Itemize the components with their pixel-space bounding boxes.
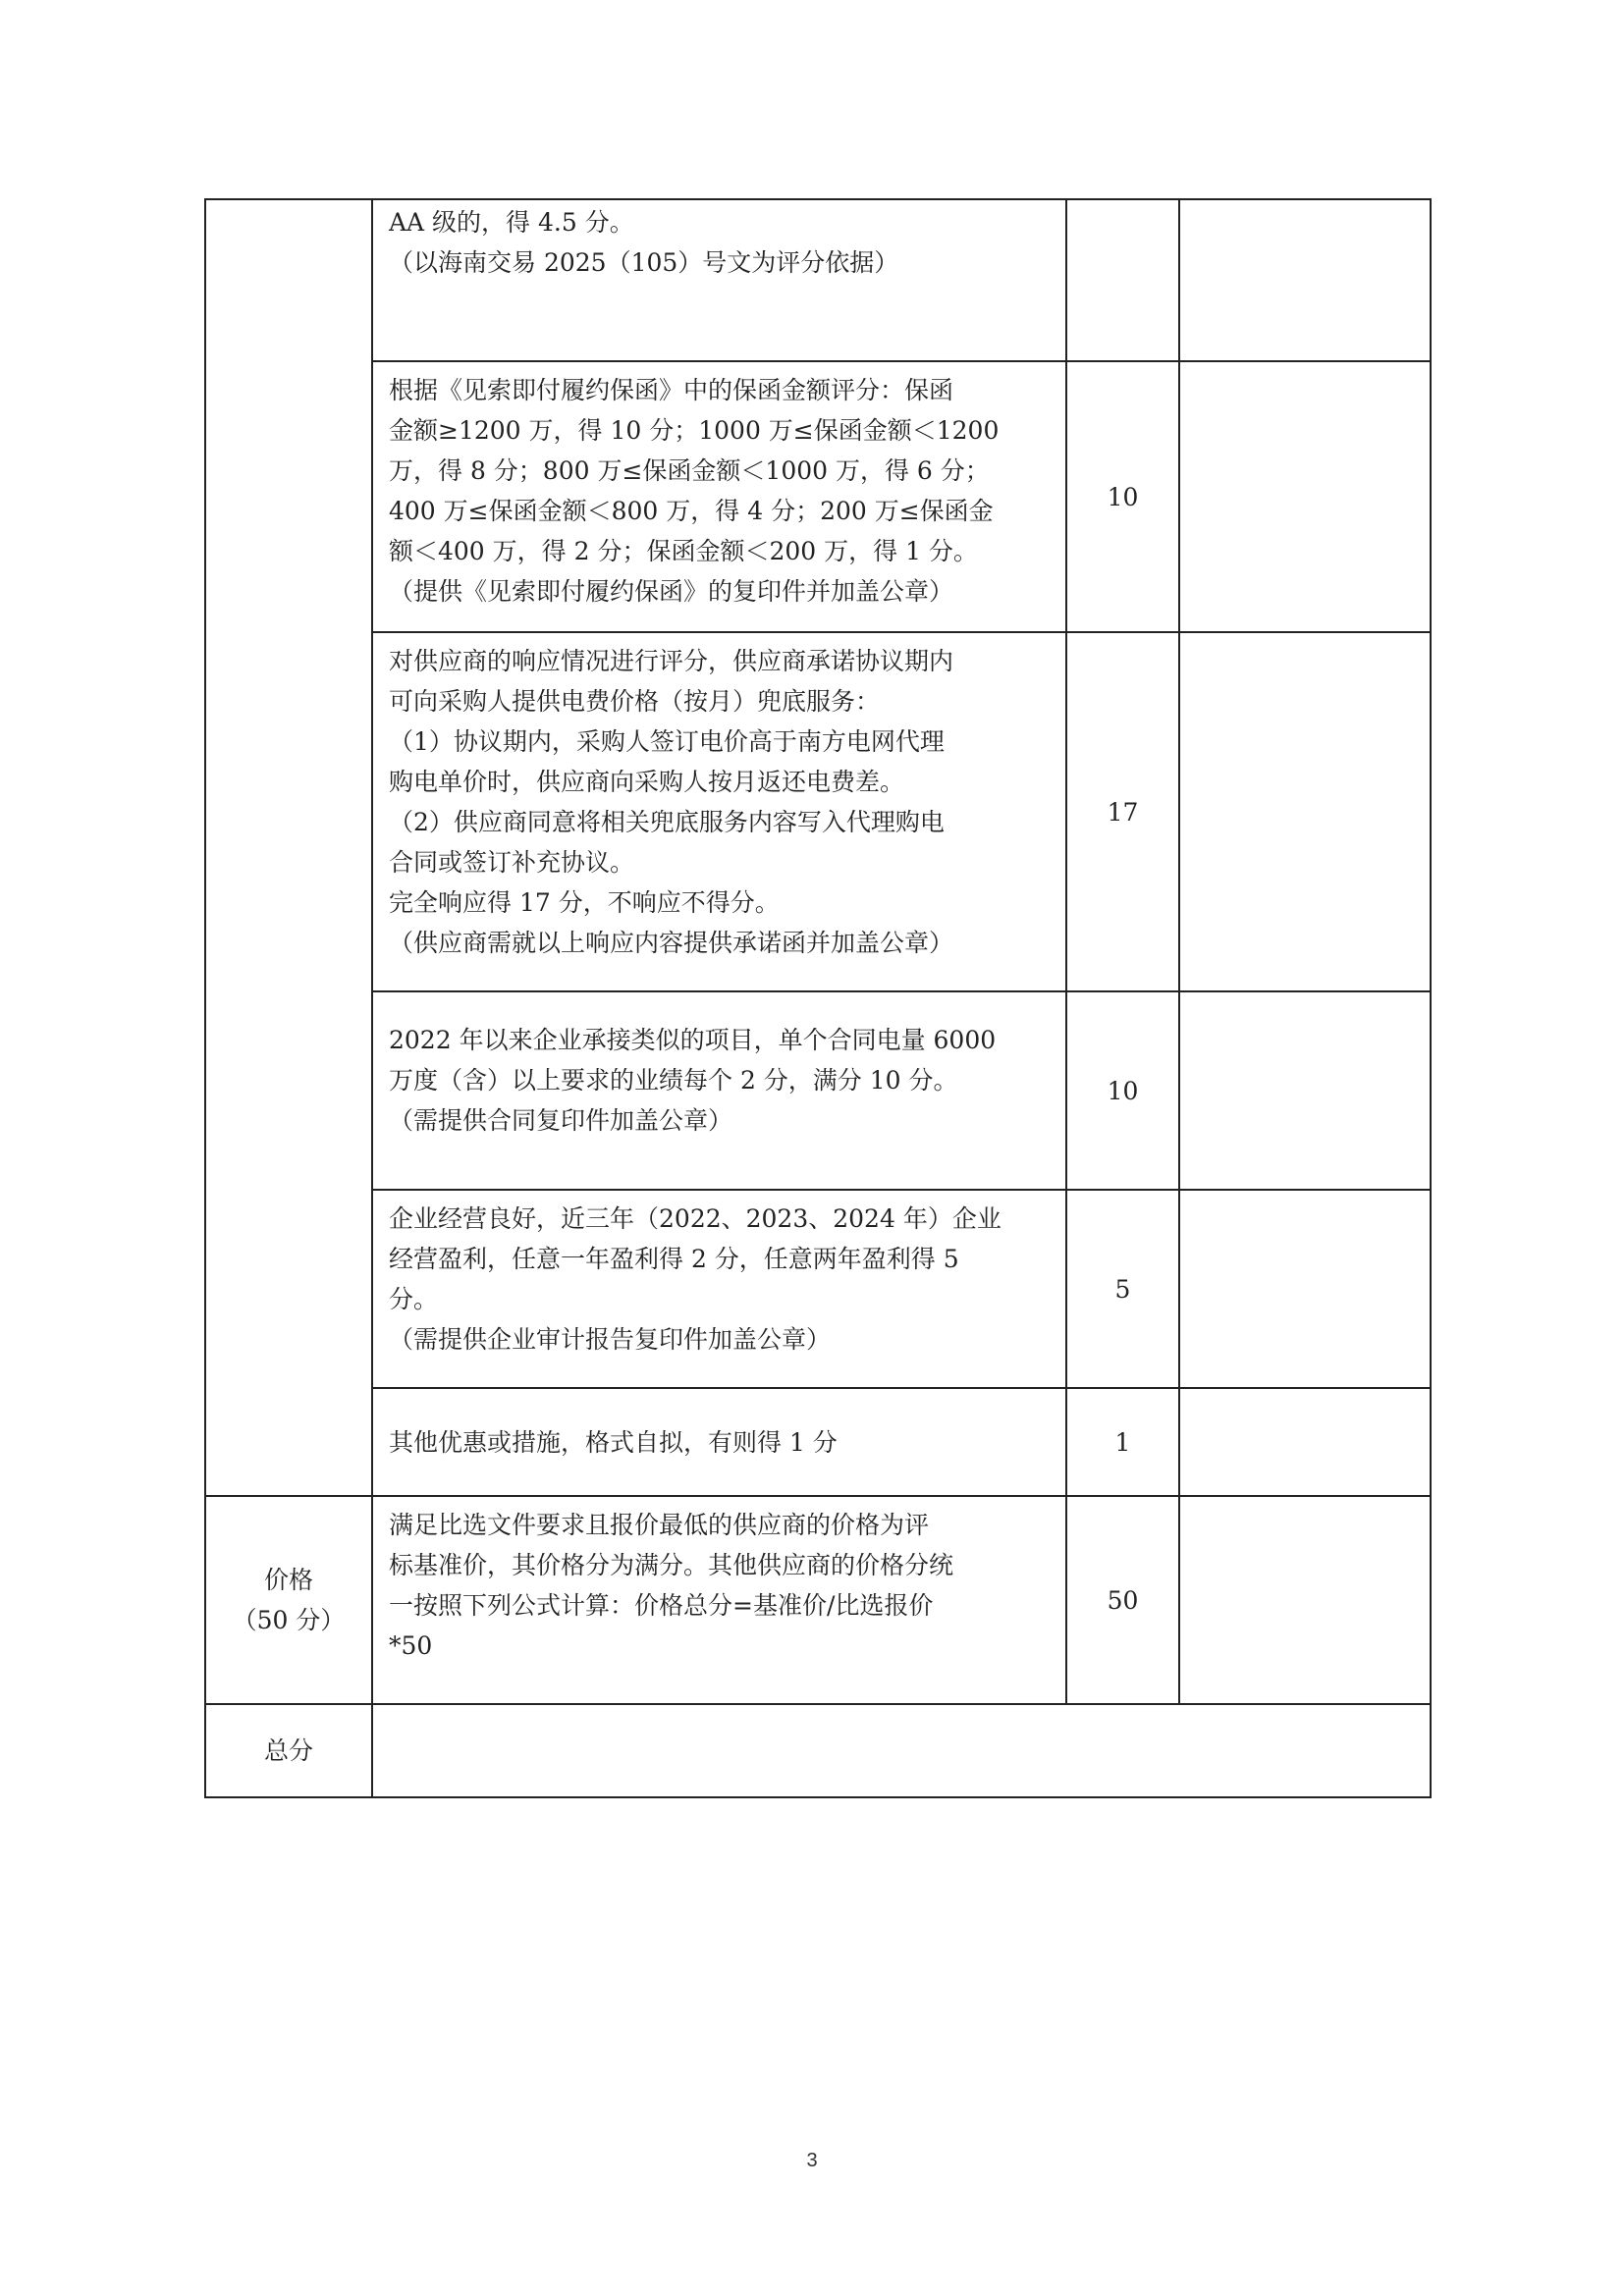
criteria-line: 其他优惠或措施，格式自拟，有则得 1 分 [389, 1427, 838, 1457]
criteria-line: 企业经营良好，近三年（2022、2023、2024 年）企业 [389, 1204, 1001, 1233]
criteria-line: 额＜400 万，得 2 分；保函金额＜200 万，得 1 分。 [389, 537, 978, 565]
criteria-line: *50 [389, 1631, 433, 1660]
criteria-line: （以海南交易 2025（105）号文为评分依据） [389, 248, 899, 277]
points-cell: 17 [1066, 632, 1179, 991]
points-cell: 1 [1066, 1388, 1179, 1496]
table-row-total [205, 1704, 1431, 1797]
criteria-line: 2022 年以来企业承接类似的项目，单个合同电量 6000 [389, 1026, 997, 1054]
points-cell: 10 [1066, 991, 1179, 1190]
points-cell: 5 [1066, 1190, 1179, 1388]
criteria-line: （供应商需就以上响应内容提供承诺函并加盖公章） [389, 929, 954, 957]
criteria-cell [372, 991, 1066, 1190]
table-row [205, 1190, 1431, 1388]
points-cell [1066, 199, 1179, 361]
criteria-line: 金额≥1200 万，得 10 分；1000 万≤保函金额＜1200 [389, 416, 1000, 445]
points-cell: 10 [1066, 361, 1179, 632]
criteria-line: 标基准价，其价格分为满分。其他供应商的价格分统 [389, 1551, 954, 1579]
table-row-price [205, 1496, 1431, 1704]
criteria-line: 完全响应得 17 分，不响应不得分。 [389, 888, 780, 917]
table-row [205, 1388, 1431, 1496]
criteria-line: 万，得 8 分；800 万≤保函金额＜1000 万，得 6 分； [389, 456, 990, 485]
score-cell [1179, 199, 1431, 361]
table-row [205, 991, 1431, 1190]
criteria-line: 购电单价时，供应商向采购人按月返还电费差。 [389, 768, 905, 796]
score-cell [1179, 1496, 1431, 1704]
criteria-cell [372, 1496, 1066, 1704]
table-row [205, 632, 1431, 991]
criteria-cell [372, 632, 1066, 991]
criteria-line: （需提供企业审计报告复印件加盖公章） [389, 1325, 832, 1354]
criteria-line: 根据《见索即付履约保函》中的保函金额评分：保函 [389, 376, 954, 404]
total-label-cell: 总分 [205, 1704, 372, 1797]
criteria-cell [372, 361, 1066, 632]
category-label: 价格 [263, 1566, 313, 1594]
score-cell [1179, 361, 1431, 632]
table-row [205, 199, 1431, 361]
criteria-line: 经营盈利，任意一年盈利得 2 分，任意两年盈利得 5 [389, 1245, 959, 1273]
criteria-cell [372, 1388, 1066, 1496]
criteria-line: 对供应商的响应情况进行评分，供应商承诺协议期内 [389, 647, 954, 675]
total-value-cell [372, 1704, 1431, 1797]
criteria-line: AA 级的，得 4.5 分。 [389, 208, 634, 237]
table-row [205, 361, 1431, 632]
criteria-line: 400 万≤保函金额＜800 万，得 4 分；200 万≤保函金 [389, 497, 994, 525]
criteria-line: 分。 [389, 1285, 439, 1313]
score-cell [1179, 1388, 1431, 1496]
criteria-line: （提供《见索即付履约保函》的复印件并加盖公章） [389, 577, 954, 606]
criteria-line: 满足比选文件要求且报价最低的供应商的价格为评 [389, 1511, 930, 1539]
criteria-cell [372, 199, 1066, 361]
criteria-line: （需提供合同复印件加盖公章） [389, 1106, 733, 1135]
criteria-line: （2）供应商同意将相关兜底服务内容写入代理购电 [389, 808, 945, 836]
score-cell [1179, 632, 1431, 991]
scoring-table [204, 198, 1432, 1798]
score-cell [1179, 1190, 1431, 1388]
category-cell-price [205, 1496, 372, 1704]
criteria-line: 合同或签订补充协议。 [389, 848, 635, 877]
criteria-line: （1）协议期内，采购人签订电价高于南方电网代理 [389, 727, 945, 756]
criteria-cell [372, 1190, 1066, 1388]
points-cell: 50 [1066, 1496, 1179, 1704]
criteria-line: 万度（含）以上要求的业绩每个 2 分，满分 10 分。 [389, 1066, 958, 1095]
score-cell [1179, 991, 1431, 1190]
category-points-label: （50 分） [232, 1606, 346, 1634]
category-cell-continued [205, 199, 372, 1496]
page-number: 3 [806, 2150, 818, 2171]
criteria-line: 可向采购人提供电费价格（按月）兜底服务： [389, 687, 881, 716]
criteria-line: 一按照下列公式计算：价格总分=基准价/比选报价 [389, 1591, 934, 1620]
